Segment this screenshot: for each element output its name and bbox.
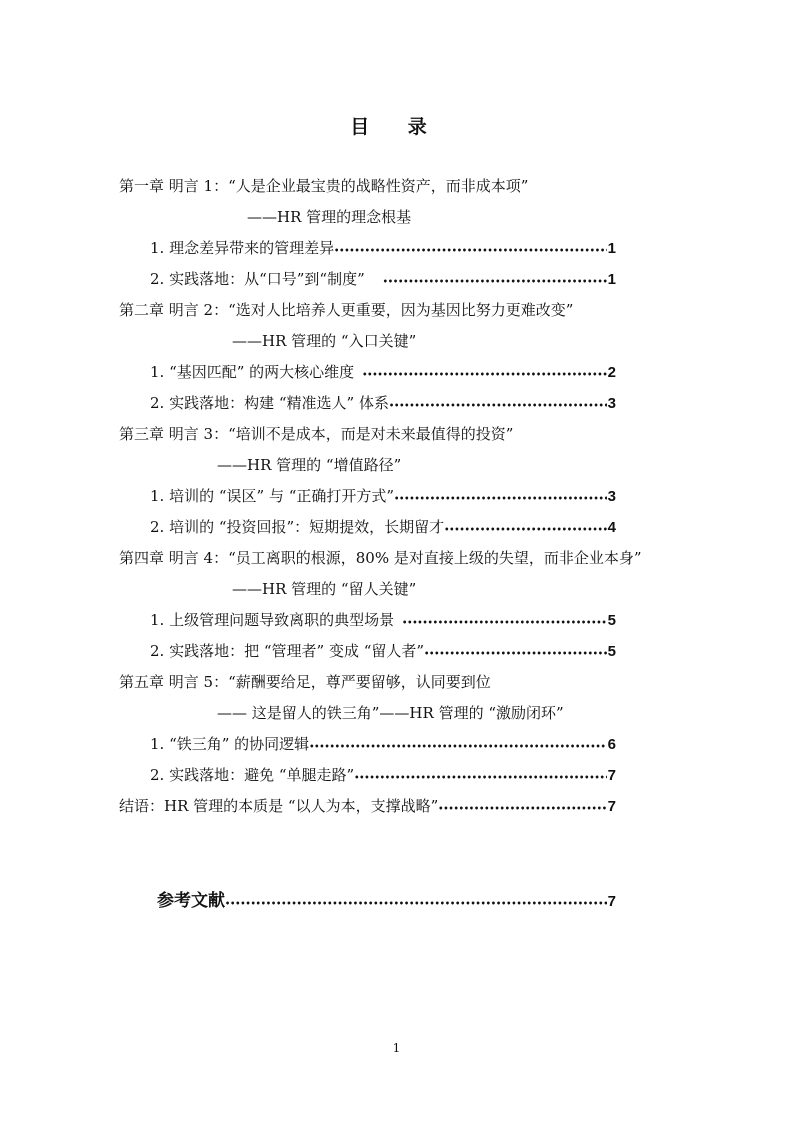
toc-entry-label: 结语：HR 管理的本质是 “以人为本，支撑战略” <box>119 797 439 815</box>
leader-dots <box>225 890 607 914</box>
toc-entry-page: 2 <box>607 364 616 381</box>
leader-dots <box>438 795 606 819</box>
chapter-2-subheading: ——HR 管理的 “入口关键” <box>232 332 417 350</box>
toc-entry-page: 1 <box>607 271 616 288</box>
toc-entry-label: 1. “铁三角” 的协同逻辑 <box>150 735 310 753</box>
toc-entry[interactable] <box>150 764 616 788</box>
toc-entry[interactable] <box>150 609 616 633</box>
toc-entry-page: 3 <box>607 395 616 412</box>
toc-entry-label: 2. 实践落地：避免 “单腿走路” <box>150 766 355 784</box>
toc-entry-page: 7 <box>607 893 616 910</box>
toc-entry-page: 7 <box>607 798 616 815</box>
leader-dots <box>354 764 606 788</box>
toc-entry-label: 1. 培训的 “误区” 与 “正确打开方式” <box>150 487 395 505</box>
chapter-5-heading[interactable]: 第五章 明言 5：“薪酬要给足，尊严要留够，认同要到位 <box>119 673 491 691</box>
toc-entry-page: 7 <box>607 767 616 784</box>
leader-dots <box>424 640 607 664</box>
toc-entry-page: 4 <box>607 519 616 536</box>
leader-dots <box>309 733 606 757</box>
chapter-4-heading[interactable]: 第四章 明言 4：“员工离职的根源，80% 是对直接上级的失望，而非企业本身” <box>119 549 642 567</box>
chapter-5-subheading: —— 这是留人的铁三角”——HR 管理的 “激励闭环” <box>217 704 564 722</box>
chapter-4-subheading: ——HR 管理的 “留人关键” <box>232 580 417 598</box>
chapter-3-heading[interactable]: 第三章 明言 3：“培训不是成本，而是对未来最值得的投资” <box>119 425 514 443</box>
toc-entry-label: 1. 上级管理问题导致离职的典型场景 <box>150 611 395 629</box>
toc-entry-label: 1. “基因匹配” 的两大核心维度 <box>150 363 355 381</box>
chapter-1-heading[interactable]: 第一章 明言 1：“人是企业最宝贵的战略性资产，而非成本项” <box>119 177 529 195</box>
toc-entry-page: 6 <box>607 736 616 753</box>
leader-dots <box>444 516 606 540</box>
toc-entry-label: 参考文献 <box>157 891 225 911</box>
leader-dots <box>383 268 607 292</box>
toc-entry[interactable] <box>150 392 616 416</box>
toc-entry[interactable] <box>150 237 616 261</box>
toc-entry[interactable] <box>150 733 616 757</box>
toc-entry-label: 1. 理念差异带来的管理差异 <box>150 239 335 257</box>
toc-entry[interactable] <box>150 361 616 385</box>
toc-entry[interactable] <box>150 516 616 540</box>
toc-entry-conclusion[interactable] <box>119 795 616 819</box>
toc-entry-label: 2. 实践落地：把 “管理者” 变成 “留人者” <box>150 642 425 660</box>
toc-entry-references[interactable] <box>157 890 616 914</box>
toc-entry-page: 5 <box>607 612 616 629</box>
toc-entry-label: 2. 实践落地：构建 “精准选人” 体系 <box>150 394 389 412</box>
toc-entry-page: 3 <box>607 488 616 505</box>
chapter-3-subheading: ——HR 管理的 “增值路径” <box>217 456 402 474</box>
toc-entry[interactable] <box>150 485 616 509</box>
toc-entry-label: 2. 培训的 “投资回报”：短期提效，长期留才 <box>150 518 445 536</box>
leader-dots <box>402 609 607 633</box>
leader-dots <box>389 392 607 416</box>
toc-entry-page: 1 <box>607 240 616 257</box>
toc-entry[interactable] <box>150 640 616 664</box>
toc-entry-page: 5 <box>607 643 616 660</box>
leader-dots <box>334 237 607 261</box>
toc-title: 目 录 <box>350 116 443 138</box>
leader-dots <box>394 485 607 509</box>
page-number: 1 <box>392 1041 401 1055</box>
leader-dots <box>362 361 606 385</box>
toc-entry[interactable] <box>150 268 616 292</box>
chapter-2-heading[interactable]: 第二章 明言 2：“选对人比培养人更重要，因为基因比努力更难改变” <box>119 301 574 319</box>
toc-entry-label: 2. 实践落地：从“口号”到“制度” <box>150 270 365 288</box>
chapter-1-subheading: ——HR 管理的理念根基 <box>247 208 412 226</box>
